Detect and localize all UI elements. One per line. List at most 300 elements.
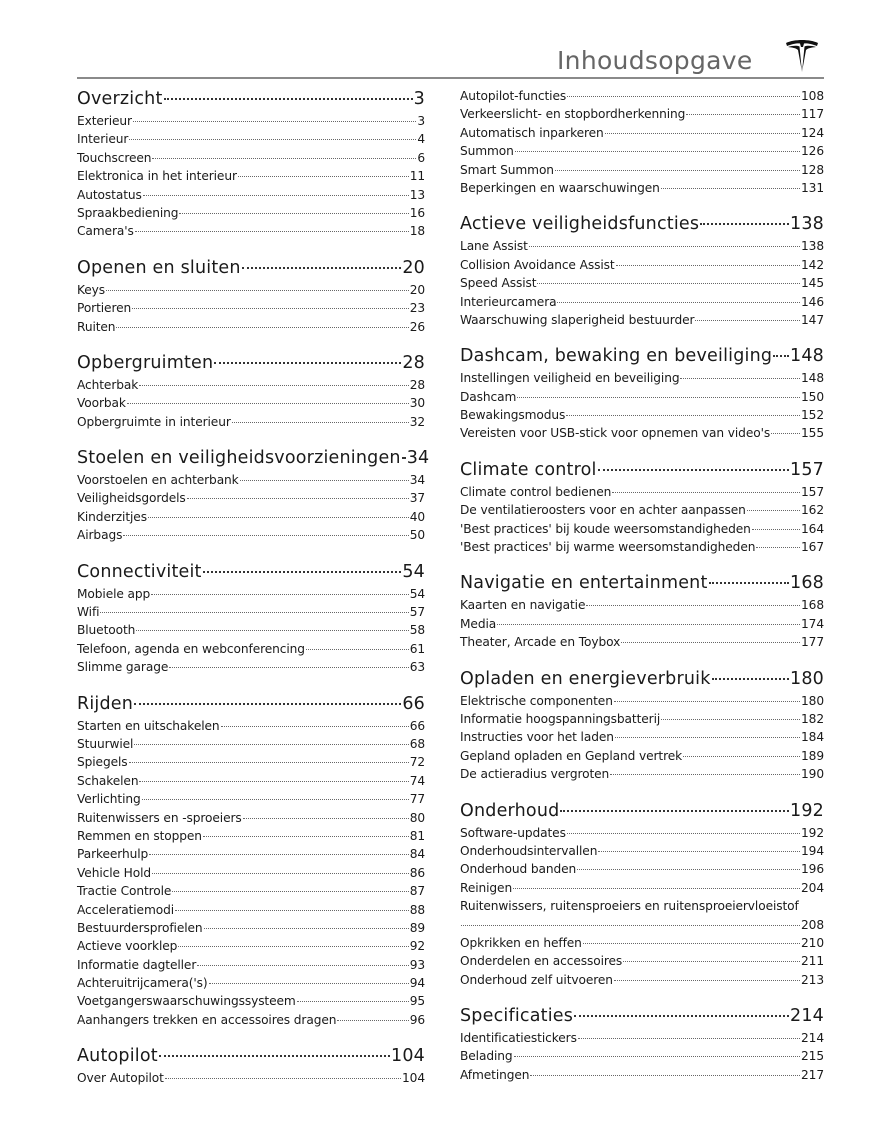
toc-entry-link[interactable] <box>77 640 425 658</box>
entry-title: Elektronica in het interieur <box>77 169 237 184</box>
entry-page-number: 87 <box>409 884 425 899</box>
entry-page-number: 88 <box>409 902 425 917</box>
entry-page-number: 174 <box>801 616 824 631</box>
dot-leader <box>169 667 408 668</box>
entry-page-number: 86 <box>409 865 425 880</box>
entry-page-number: 108 <box>801 89 824 103</box>
entry-title: Airbags <box>77 528 123 543</box>
chapter-page-number: 3 <box>413 89 425 109</box>
dot-leader <box>712 678 789 680</box>
toc-entry-link[interactable] <box>77 790 425 808</box>
entry-title: Camera's <box>77 224 134 239</box>
entry-page-number: 3 <box>417 114 425 128</box>
entry-page-number: 58 <box>409 623 425 638</box>
entry-page-number: 128 <box>801 162 824 177</box>
entry-page-number: 66 <box>409 718 425 733</box>
toc-entry-link[interactable] <box>460 256 824 274</box>
entry-title: Collision Avoidance Assist <box>460 257 615 272</box>
toc-entry-link[interactable] <box>77 603 425 621</box>
dot-leader <box>598 851 800 852</box>
toc-entry-link[interactable] <box>460 538 824 556</box>
entry-title: Bluetooth <box>77 623 136 638</box>
entry-page-number: 214 <box>801 1031 824 1046</box>
toc-entry-link[interactable] <box>460 424 824 442</box>
dot-leader <box>139 385 408 386</box>
entry-title: Elektrische componenten <box>460 693 613 708</box>
toc-entry-link[interactable] <box>77 112 425 130</box>
chapter-title: Specificaties <box>460 1006 574 1027</box>
entry-page-number: 164 <box>801 521 824 536</box>
entry-title: Tractie Controle <box>77 884 172 899</box>
entry-page-number: 74 <box>409 773 425 788</box>
dot-leader <box>661 188 800 189</box>
entry-page-number: 147 <box>801 312 824 327</box>
entry-title: Media <box>460 616 497 631</box>
toc-chapter-link[interactable] <box>77 446 430 471</box>
entry-page-number: 150 <box>801 389 824 404</box>
entry-title: Afmetingen <box>460 1067 530 1082</box>
toc-entry-link[interactable] <box>460 710 824 728</box>
toc-chapter-link[interactable] <box>460 667 824 692</box>
entry-title: Parkeerhulp <box>77 847 149 862</box>
dot-leader <box>129 762 409 763</box>
entry-title: Opkrikken en heffen <box>460 935 582 950</box>
entry-page-number: 77 <box>409 792 425 807</box>
entry-page-number: 95 <box>409 994 425 1009</box>
toc-entry-link[interactable] <box>460 897 824 934</box>
dot-leader <box>152 158 416 159</box>
toc-entry-link[interactable] <box>460 142 824 160</box>
dot-leader <box>139 781 408 782</box>
chapter-title: Dashcam, bewaking en beveiliging <box>460 346 773 367</box>
entry-page-number: 192 <box>801 825 824 840</box>
chapter-title: Stoelen en veiligheidsvoorzieningen <box>77 448 401 469</box>
entry-page-number: 194 <box>801 843 824 858</box>
entry-page-number: 11 <box>409 169 425 184</box>
toc-entry-link[interactable] <box>460 483 824 501</box>
chapter-page-number: 34 <box>406 448 430 469</box>
entry-title: Vehicle Hold <box>77 865 152 880</box>
entry-title: Over Autopilot <box>77 1071 164 1086</box>
dot-leader <box>623 961 800 962</box>
toc-entry-link[interactable] <box>460 615 824 633</box>
chapter-title: Connectiviteit <box>77 561 202 582</box>
toc-entry-link[interactable] <box>460 87 824 105</box>
toc-section-onderhoud <box>460 799 824 990</box>
dot-leader <box>461 925 800 926</box>
dot-leader <box>297 1001 409 1002</box>
dot-leader <box>614 701 800 702</box>
entry-page-number: 50 <box>409 528 425 543</box>
dot-leader <box>586 605 800 606</box>
entry-title: Starten en uitschakelen <box>77 718 220 733</box>
entry-title: Verkeerslicht- en stopbordherkenning <box>460 107 686 122</box>
entry-title: Beperkingen en waarschuwingen <box>460 180 660 195</box>
page-title: Inhoudsopgave <box>557 46 753 75</box>
toc-chapter-link[interactable] <box>77 256 425 281</box>
entry-title: Keys <box>77 282 106 297</box>
entry-title: Theater, Arcade en Toybox <box>460 635 621 650</box>
entry-page-number: 6 <box>417 150 425 165</box>
entry-title: Bestuurdersprofielen <box>77 920 203 935</box>
toc-entry-link[interactable] <box>77 489 425 507</box>
entry-title: Onderhoudsintervallen <box>460 843 598 858</box>
toc-entry-link[interactable] <box>77 845 425 863</box>
entry-page-number: 80 <box>409 810 425 825</box>
entry-title: Lane Assist <box>460 239 528 254</box>
dot-leader <box>306 649 409 650</box>
toc-section-opbergruimten <box>77 351 425 431</box>
chapter-page-number: 148 <box>789 346 824 367</box>
entry-title: Vereisten voor USB-stick voor opnemen van video's <box>460 426 771 441</box>
chapter-title: Onderhoud <box>460 800 560 821</box>
toc-chapter-link[interactable] <box>460 212 824 237</box>
chapter-page-number: 54 <box>402 561 425 582</box>
entry-title: Onderdelen en accessoires <box>460 954 623 969</box>
toc-entry-link[interactable] <box>77 413 425 431</box>
entry-page-number: 28 <box>409 377 425 392</box>
dot-leader <box>557 302 800 303</box>
toc-entry-link[interactable] <box>77 526 425 544</box>
toc-entry-link[interactable] <box>460 692 824 710</box>
chapter-page-number: 214 <box>789 1006 824 1027</box>
entry-page-number: 57 <box>409 605 425 620</box>
entry-title: Verlichting <box>77 792 141 807</box>
toc-entry-link[interactable] <box>77 658 425 676</box>
toc-entry-link[interactable] <box>460 1066 824 1084</box>
entry-title: Voetgangerswaarschuwingssysteem <box>77 994 296 1009</box>
chapter-title: Navigatie en entertainment <box>460 573 708 594</box>
toc-entry-link[interactable] <box>77 281 425 299</box>
dot-leader <box>214 362 401 364</box>
toc-entry-link[interactable] <box>460 824 824 842</box>
entry-page-number: 190 <box>801 767 824 782</box>
toc-entry-link[interactable] <box>77 974 425 992</box>
toc-entry-link[interactable] <box>460 1029 824 1047</box>
chapter-page-number: 66 <box>402 693 425 714</box>
entry-page-number: 13 <box>409 187 425 202</box>
chapter-page-number: 104 <box>390 1046 425 1067</box>
dot-leader <box>605 133 800 134</box>
toc-entry-link[interactable] <box>460 879 824 897</box>
dot-leader <box>402 457 406 459</box>
chapter-title: Actieve veiligheidsfuncties <box>460 214 700 235</box>
entry-title: Belading <box>460 1049 513 1064</box>
toc-entry-link[interactable] <box>460 520 824 538</box>
entry-title: Slimme garage <box>77 660 169 675</box>
toc-entry-link[interactable] <box>77 508 425 526</box>
dot-leader <box>179 213 408 214</box>
entry-title: Speed Assist <box>460 276 537 291</box>
dot-leader <box>238 176 409 177</box>
toc-entry-link[interactable] <box>460 311 824 329</box>
entry-title: Stuurwiel <box>77 736 134 751</box>
dot-leader <box>116 327 408 328</box>
toc-entry-link[interactable] <box>460 747 824 765</box>
entry-title: 'Best practices' bij warme weersomstandigheden <box>460 540 756 555</box>
entry-title: Kaarten en navigatie <box>460 598 586 613</box>
dot-leader <box>148 517 409 518</box>
dot-leader <box>134 744 408 745</box>
chapter-page-number: 192 <box>789 800 824 821</box>
toc-section-dashcam-bewaking-en-beveiliging <box>460 344 824 443</box>
dot-leader <box>709 582 789 584</box>
dot-leader <box>187 498 409 499</box>
toc-entry-link[interactable] <box>460 633 824 651</box>
toc-chapter-link[interactable] <box>460 344 824 369</box>
toc-chapter-link[interactable] <box>77 351 425 376</box>
dot-leader <box>530 1075 800 1076</box>
dot-leader <box>136 630 408 631</box>
toc-entry-link[interactable] <box>460 860 824 878</box>
dot-leader <box>615 737 800 738</box>
entry-title: Bewakingsmodus <box>460 408 566 423</box>
dot-leader <box>752 529 800 530</box>
toc-entry-link[interactable] <box>460 179 824 197</box>
toc-entry-link[interactable] <box>77 222 425 240</box>
entry-title: Portieren <box>77 301 132 316</box>
toc-entry-link[interactable] <box>460 842 824 860</box>
toc-chapter-link[interactable] <box>77 692 425 717</box>
entry-title: Autopilot-functies <box>460 89 567 103</box>
toc-entry-link[interactable] <box>77 376 425 394</box>
dot-leader <box>240 480 409 481</box>
toc-section-opladen-en-energieverbruik <box>460 667 824 784</box>
toc-entry-link[interactable] <box>77 585 425 603</box>
toc-entry-link[interactable] <box>77 735 425 753</box>
entry-page-number: 145 <box>801 276 824 291</box>
entry-title: Exterieur <box>77 114 132 128</box>
toc-entry-link[interactable] <box>460 728 824 746</box>
toc-entry-link[interactable] <box>77 1069 425 1087</box>
dot-leader <box>537 283 800 284</box>
chapter-page-number: 28 <box>402 352 425 373</box>
dot-leader <box>172 891 408 892</box>
dot-leader <box>610 774 800 775</box>
entry-page-number: 20 <box>409 282 425 297</box>
entry-page-number: 213 <box>801 972 824 987</box>
toc-entry-link[interactable] <box>460 237 824 255</box>
entry-page-number: 196 <box>801 862 824 877</box>
toc-section-navigatie-en-entertainment <box>460 571 824 651</box>
entry-page-number: 204 <box>801 880 824 895</box>
entry-page-number: 148 <box>801 371 824 386</box>
toc-entry-link[interactable] <box>77 186 425 204</box>
entry-page-number: 208 <box>801 917 824 932</box>
dot-leader <box>159 1055 390 1057</box>
entry-title: Interieur <box>77 132 129 147</box>
entry-title: De ventilatieroosters voor en achter aanpassen <box>460 503 746 518</box>
toc-entry-link[interactable] <box>77 204 425 222</box>
toc-chapter-link[interactable] <box>460 458 824 483</box>
dot-leader <box>221 726 409 727</box>
entry-page-number: 30 <box>409 396 425 411</box>
toc-entry-link[interactable] <box>77 318 425 336</box>
chapter-title: Opladen en energieverbruik <box>460 668 711 689</box>
entry-page-number: 61 <box>409 641 425 656</box>
entry-title: Schakelen <box>77 773 139 788</box>
dot-leader <box>695 320 800 321</box>
dot-leader <box>232 422 409 423</box>
toc-entry-link[interactable] <box>460 388 824 406</box>
dot-leader <box>529 246 800 247</box>
toc-section-actieve-veiligheidsfuncties <box>460 212 824 329</box>
toc-entry-link[interactable] <box>460 765 824 783</box>
dot-leader <box>143 195 409 196</box>
entry-title: Reinigen <box>460 880 513 895</box>
entry-title: Voorstoelen en achterbank <box>77 473 239 488</box>
dot-leader <box>203 836 409 837</box>
entry-title: Remmen en stoppen <box>77 828 202 843</box>
toc-entry-link[interactable] <box>77 394 425 412</box>
toc-entry-link[interactable] <box>460 293 824 311</box>
entry-title: Veiligheidsgordels <box>77 491 186 506</box>
dot-leader <box>683 756 800 757</box>
entry-page-number: 157 <box>801 484 824 499</box>
dot-leader <box>555 170 800 171</box>
toc-entry-link[interactable] <box>460 952 824 970</box>
toc-entry-link[interactable] <box>460 274 824 292</box>
toc-entry-link[interactable] <box>460 124 824 142</box>
entry-page-number: 168 <box>801 598 824 613</box>
toc-entry-link[interactable] <box>77 864 425 882</box>
toc-entry-link[interactable] <box>77 130 425 148</box>
entry-page-number: 63 <box>409 660 425 675</box>
entry-page-number: 217 <box>801 1067 824 1082</box>
entry-page-number: 211 <box>801 954 824 969</box>
entry-title: Autostatus <box>77 187 142 202</box>
chapter-title: Rijden <box>77 693 134 714</box>
toc-entry-link[interactable] <box>77 901 425 919</box>
toc-entry-link[interactable] <box>77 717 425 735</box>
dot-leader <box>243 818 409 819</box>
toc-entry-link[interactable] <box>460 501 824 519</box>
chapter-page-number: 180 <box>789 668 824 689</box>
dot-leader <box>106 290 409 291</box>
toc-entry-link[interactable] <box>460 1047 824 1065</box>
entry-title: 'Best practices' bij koude weersomstandigheden <box>460 521 751 536</box>
toc-section-connectiviteit <box>77 560 425 677</box>
toc-chapter-link[interactable] <box>77 560 425 585</box>
toc-section-rijden <box>77 692 425 1030</box>
entry-page-number: 182 <box>801 711 824 726</box>
toc-chapter-link[interactable] <box>460 571 824 596</box>
dot-leader <box>132 308 409 309</box>
entry-page-number: 93 <box>409 957 425 972</box>
toc-entry-link[interactable] <box>460 369 824 387</box>
dot-leader <box>513 888 800 889</box>
entry-title: Achteruitrijcamera('s) <box>77 976 208 991</box>
toc-entry-link[interactable] <box>460 971 824 989</box>
entry-title: Telefoon, agenda en webconferencing <box>77 641 305 656</box>
toc-entry-link[interactable] <box>77 471 425 489</box>
entry-page-number: 126 <box>801 144 824 159</box>
toc-entry-link[interactable] <box>77 149 425 167</box>
dot-leader <box>151 594 408 595</box>
toc-chapter-link[interactable] <box>460 1004 824 1029</box>
entry-page-number: 81 <box>409 828 425 843</box>
entry-page-number: 18 <box>409 224 425 239</box>
entry-page-number: 124 <box>801 125 824 140</box>
toc-section-climate-control <box>460 458 824 557</box>
dot-leader <box>203 571 402 573</box>
toc-entry-link[interactable] <box>77 919 425 937</box>
entry-page-number: 162 <box>801 503 824 518</box>
entry-page-number: 146 <box>801 294 824 309</box>
entry-page-number: 34 <box>409 473 425 488</box>
toc-entry-link[interactable] <box>77 772 425 790</box>
dot-leader <box>756 547 800 548</box>
toc-chapter-link[interactable] <box>77 87 425 112</box>
dot-leader <box>515 151 800 152</box>
toc-entry-link[interactable] <box>460 934 824 952</box>
toc-entry-link[interactable] <box>77 937 425 955</box>
toc-entry-link[interactable] <box>460 161 824 179</box>
toc-section-overzicht <box>77 87 425 241</box>
dot-leader <box>514 1056 801 1057</box>
dot-leader <box>129 139 416 140</box>
entry-page-number: 4 <box>417 132 425 147</box>
entry-page-number: 138 <box>801 239 824 254</box>
entry-title: Achterbak <box>77 377 139 392</box>
entry-page-number: 32 <box>409 414 425 429</box>
chapter-title: Opbergruimten <box>77 352 214 373</box>
dot-leader <box>577 869 800 870</box>
dot-leader <box>614 980 800 981</box>
toc-entry-link[interactable] <box>77 299 425 317</box>
entry-page-number: 89 <box>409 920 425 935</box>
entry-page-number: 167 <box>801 540 824 555</box>
entry-page-number: 40 <box>409 509 425 524</box>
toc-entry-link[interactable] <box>77 753 425 771</box>
dot-leader <box>135 231 409 232</box>
entry-title: Climate control bedienen <box>460 484 612 499</box>
dot-leader <box>700 223 789 225</box>
toc-entry-link[interactable] <box>77 956 425 974</box>
dot-leader <box>497 624 800 625</box>
dot-leader <box>616 265 800 266</box>
toc-entry-link[interactable] <box>77 167 425 185</box>
dot-leader <box>583 943 800 944</box>
dot-leader <box>560 810 789 812</box>
entry-title: Kinderzitjes <box>77 509 147 524</box>
toc-entry-link[interactable] <box>77 621 425 639</box>
toc-chapter-link[interactable] <box>77 1044 425 1069</box>
entry-title: Identificatiestickers <box>460 1031 577 1046</box>
dot-leader <box>178 946 408 947</box>
toc-entry-link[interactable] <box>77 992 425 1010</box>
entry-page-number: 215 <box>801 1049 824 1064</box>
entry-page-number: 26 <box>409 319 425 334</box>
toc-entry-link[interactable] <box>77 1011 425 1029</box>
toc-left-column <box>77 87 430 1103</box>
entry-page-number: 152 <box>801 408 824 423</box>
entry-page-number: 142 <box>801 257 824 272</box>
entry-title: Gepland opladen en Gepland vertrek <box>460 748 683 763</box>
toc-chapter-link[interactable] <box>460 799 824 824</box>
entry-title: Informatie hoogspanningsbatterij <box>460 711 661 726</box>
entry-title: Summon <box>460 144 514 159</box>
toc-entry-link[interactable] <box>460 406 824 424</box>
dot-leader <box>242 267 402 269</box>
toc-section-specificaties <box>460 1004 824 1084</box>
toc-entry-link[interactable] <box>77 827 425 845</box>
toc-entry-link[interactable] <box>460 105 824 123</box>
toc-entry-link[interactable] <box>460 596 824 614</box>
toc-entry-link[interactable] <box>77 882 425 900</box>
toc-entry-link[interactable] <box>77 809 425 827</box>
entry-title: Ruiten <box>77 319 116 334</box>
